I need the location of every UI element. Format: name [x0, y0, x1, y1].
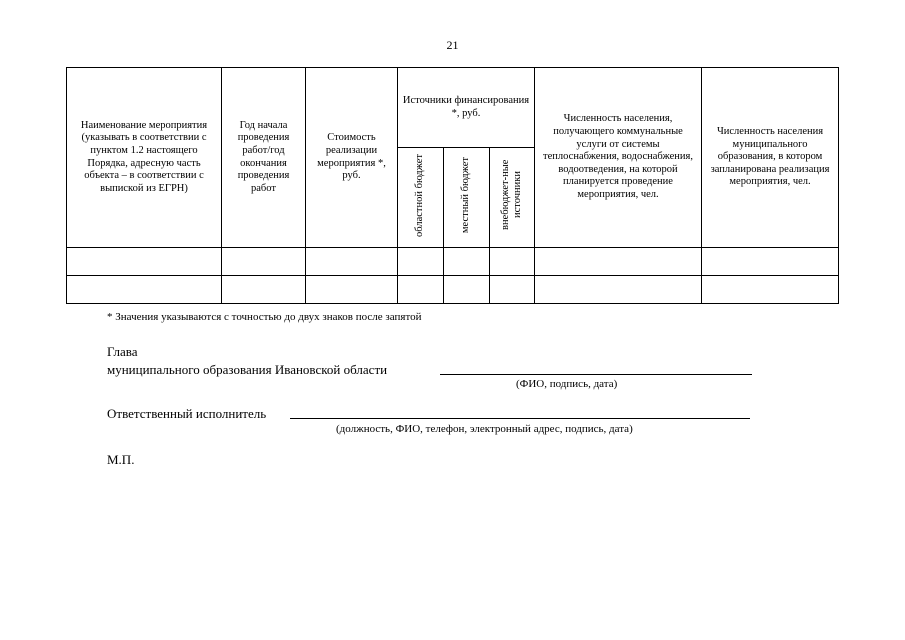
table-cell[interactable]	[398, 248, 444, 276]
table-cell[interactable]	[490, 248, 535, 276]
table-cell[interactable]	[306, 248, 398, 276]
table-cell[interactable]	[444, 276, 490, 304]
table-cell[interactable]	[306, 276, 398, 304]
table-cell[interactable]	[444, 248, 490, 276]
head-label-2: муниципального образования Ивановской области	[107, 362, 388, 377]
header-population-served: Численность населения, получающего коммунальные услуги от системы теплоснабжения, водоснабжения, водоотведения, на которой планируется проведение мероприятия, чел.	[535, 68, 702, 248]
stamp-label: М.П.	[107, 452, 135, 467]
table-row	[67, 276, 839, 304]
header-source-extra	[490, 148, 535, 248]
head-label-1: Глава	[107, 344, 138, 359]
table-cell[interactable]	[398, 276, 444, 304]
table-cell[interactable]	[67, 276, 222, 304]
page-number: 21	[446, 38, 459, 52]
table-cell[interactable]	[535, 248, 702, 276]
table-cell[interactable]	[490, 276, 535, 304]
header-years: Год начала проведения работ/год окончания проведения работ	[222, 68, 306, 248]
header-population-municipal: Численность населения муниципального образования, в котором запланирована реализация мероприятия, чел.	[702, 68, 839, 248]
table-cell[interactable]	[222, 276, 306, 304]
table-cell[interactable]	[535, 276, 702, 304]
header-name: Наименование мероприятия (указывать в соответствии с пунктом 1.2 настоящего Порядка, адресную часть объекта – в соответствии с выпиской из ЕГРН)	[67, 68, 222, 248]
header-source-regional	[398, 148, 444, 248]
table-row	[67, 248, 839, 276]
header-source-regional-text: областной бюджет	[414, 153, 426, 237]
table-header-row-1	[67, 68, 839, 148]
header-source-local-text: местный бюджет	[460, 157, 472, 234]
table-cell[interactable]	[702, 276, 839, 304]
header-source-local	[444, 148, 490, 248]
funding-table	[66, 67, 839, 304]
executor-caption: (должность, ФИО, телефон, электронный адрес, подпись, дата)	[336, 423, 633, 435]
header-cost: Стоимость реализации мероприятия *, руб.	[306, 68, 398, 248]
footnote: * Значения указываются с точностью до двух знаков после запятой	[107, 311, 422, 323]
head-caption: (ФИО, подпись, дата)	[516, 378, 618, 390]
table-cell[interactable]	[222, 248, 306, 276]
header-source-extra-text: внебюджет-ные источники	[499, 159, 523, 231]
table-cell[interactable]	[67, 248, 222, 276]
header-sources: Источники финансирования *, руб.	[398, 68, 535, 148]
executor-label: Ответственный исполнитель	[107, 406, 267, 421]
executor-signature-line[interactable]	[290, 418, 750, 419]
table-cell[interactable]	[702, 248, 839, 276]
head-signature-line[interactable]	[440, 374, 752, 375]
